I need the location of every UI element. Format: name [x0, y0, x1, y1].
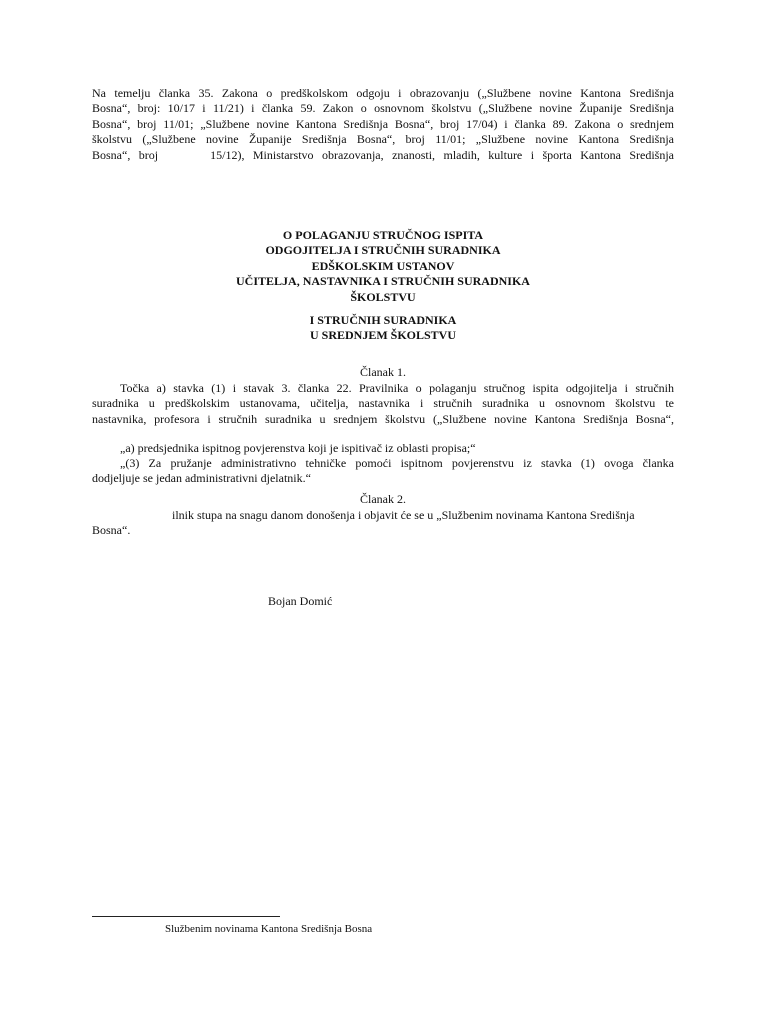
article-1-line: nastavnika, profesora i stručnih suradnika u srednjem školstvu („Službene novine Kantona Središnja Bosna“,: [92, 411, 674, 426]
title-line: ODGOJITELJA I STRUČNIH SURADNIKA: [265, 243, 501, 258]
intro-line: Na temelju članka 35. Zakona o predškolskom odgoju i obrazovanju („Službene novine Kantona Središnja: [92, 86, 674, 100]
intro-line: Bosna“, broj 11/01; „Službene novine Kantona Središnja Bosna“, broj 17/04) i članka 89. Zakona o srednjem: [92, 116, 674, 131]
intro-line: školstvu („Službene novine Županije Središnja Bosna“, broj 11/01; „Službene novine Kantona Središnja: [92, 132, 674, 147]
footnote-text: Službenim novinama Kantona Središnja Bosna: [165, 923, 373, 935]
title-line: ŠKOLSTVU: [350, 289, 416, 304]
article-2-line: ilnik stupa na snagu danom donošenja i objavit će se u „Službenim novinama Kantona Središnja: [172, 508, 635, 522]
footnote-divider: [92, 916, 280, 917]
intro-line: Bosna“, broj: 10/17 i 11/21) i članka 59. Zakon o osnovnom školstvu („Službene novine Županije Središnja: [92, 101, 674, 116]
intro-paragraph: [92, 86, 674, 163]
article-1-line: suradnika u predškolskim ustanovama, učitelja, nastavnika i stručnih suradnika u osnovnom školstvu te: [92, 396, 674, 411]
article-2-body: [92, 508, 674, 539]
article-1-title: Članak 1.: [360, 365, 406, 379]
quote-line: dodjeljuje se jedan administrativni djelatnik.“: [92, 471, 311, 486]
subtitle-line: U SREDNJEM ŠKOLSTVU: [309, 328, 457, 343]
intro-line5-end: 15/12), Ministarstvo obrazovanja, znanosti, mladih, kulture i športa Kantona Središnja: [210, 147, 675, 162]
intro-line-last: [92, 148, 674, 163]
document-title: [92, 228, 674, 305]
article-2-line: Bosna“.: [92, 523, 131, 538]
subtitle-line: I STRUČNIH SURADNIKA: [309, 313, 457, 327]
document-subtitle: [92, 313, 674, 344]
article-1-quote-3: [92, 456, 674, 487]
article-2-title: Članak 2.: [360, 492, 406, 506]
article-1-body: [92, 381, 674, 427]
title-line: UČITELJA, NASTAVNIKA I STRUČNIH SURADNIKA: [236, 274, 530, 289]
signature-name: Bojan Domić: [268, 594, 333, 608]
title-line: EDŠKOLSKIM USTANOV: [311, 258, 455, 273]
article-1-quote-a: „a) predsjednika ispitnog povjerenstva koji je ispitivač iz oblasti propisa;“: [120, 441, 476, 455]
quote-line: „(3) Za pružanje administrativno tehničke pomoći ispitnom povjerenstvu iz stavka (1) ovoga članka: [120, 456, 674, 470]
intro-line5-start: Bosna“, broj: [92, 147, 159, 162]
article-1-line: Točka a) stavka (1) i stavak 3. članka 22. Pravilnika o polaganju stručnog ispita odgojitelja i stručnih: [120, 381, 674, 395]
title-line: O POLAGANJU STRUČNOG ISPITA: [282, 228, 484, 242]
article-2-line-wrap: [92, 508, 674, 523]
